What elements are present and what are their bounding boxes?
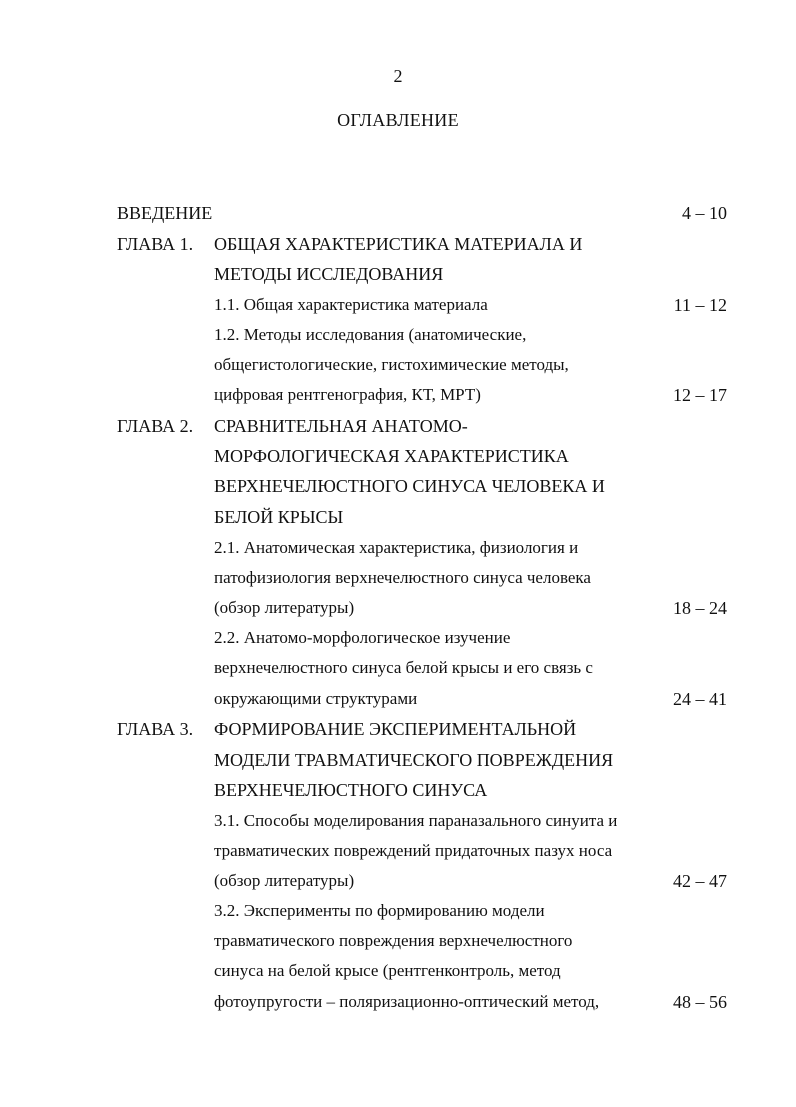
toc-section-pages: 42 – 47 — [673, 871, 727, 891]
toc-section-line: 2.2. Анатомо-морфологическое изучение — [214, 628, 511, 647]
toc-section-line: окружающими структурами — [214, 689, 418, 708]
toc-chapter-heading-line: МОДЕЛИ ТРАВМАТИЧЕСКОГО ПОВРЕЖДЕНИЯ — [214, 750, 614, 770]
toc-section-line: патофизиология верхнечелюстного синуса человека — [214, 568, 591, 587]
toc-section-line: верхнечелюстного синуса белой крысы и его связь с — [214, 658, 593, 677]
toc-section-line: травматических повреждений придаточных пазух носа — [214, 841, 613, 860]
toc-label-introduction: ВВЕДЕНИЕ — [117, 203, 213, 223]
toc-pages-introduction: 4 – 10 — [682, 203, 727, 223]
toc-section-line: 1.2. Методы исследования (анатомические, — [214, 325, 527, 344]
toc-section-line: (обзор литературы) — [214, 598, 355, 617]
toc-section-pages: 11 – 12 — [673, 295, 727, 315]
toc-chapter-heading-line: МЕТОДЫ ИССЛЕДОВАНИЯ — [214, 264, 444, 284]
toc-section-line: синуса на белой крысе (рентгенконтроль, метод — [214, 961, 561, 980]
toc-section-line: фотоупругости – поляризационно-оптический метод, — [214, 992, 600, 1011]
toc-section-line: травматического повреждения верхнечелюстного — [214, 931, 573, 950]
toc-chapter-label: ГЛАВА 1. — [117, 234, 194, 254]
toc-chapter-heading-line: ВЕРХНЕЧЕЛЮСТНОГО СИНУСА ЧЕЛОВЕКА И — [214, 476, 605, 496]
toc-section-line: цифровая рентгенография, КТ, МРТ) — [214, 385, 481, 404]
toc-chapter-label: ГЛАВА 3. — [117, 719, 194, 739]
toc-section-line: общегистологические, гистохимические методы, — [214, 355, 569, 374]
toc-section-line: 3.1. Способы моделирования параназального синуита и — [214, 811, 618, 830]
toc-chapter-label: ГЛАВА 2. — [117, 416, 194, 436]
toc-chapter-heading-line: ОБЩАЯ ХАРАКТЕРИСТИКА МАТЕРИАЛА И — [214, 234, 583, 254]
toc-chapter-heading-line: МОРФОЛОГИЧЕСКАЯ ХАРАКТЕРИСТИКА — [214, 446, 569, 466]
toc-section-pages: 48 – 56 — [673, 992, 727, 1012]
toc-section-pages: 12 – 17 — [673, 385, 727, 405]
toc-chapter-heading-line: БЕЛОЙ КРЫСЫ — [214, 507, 344, 527]
toc-chapter-heading-line: ФОРМИРОВАНИЕ ЭКСПЕРИМЕНТАЛЬНОЙ — [214, 719, 577, 739]
toc-section-pages: 18 – 24 — [673, 598, 727, 618]
toc-chapter-heading-line: СРАВНИТЕЛЬНАЯ АНАТОМО- — [214, 416, 468, 436]
page-title: ОГЛАВЛЕНИЕ — [337, 110, 459, 130]
toc-section-line: 1.1. Общая характеристика материала — [214, 295, 488, 314]
toc-section-line: 3.2. Эксперименты по формированию модели — [214, 901, 545, 920]
toc-section-line: 2.1. Анатомическая характеристика, физиология и — [214, 538, 579, 557]
toc-section-line: (обзор литературы) — [214, 871, 355, 890]
toc-section-pages: 24 – 41 — [673, 689, 727, 709]
toc-chapter-heading-line: ВЕРХНЕЧЕЛЮСТНОГО СИНУСА — [214, 780, 488, 800]
page-number: 2 — [393, 66, 403, 86]
